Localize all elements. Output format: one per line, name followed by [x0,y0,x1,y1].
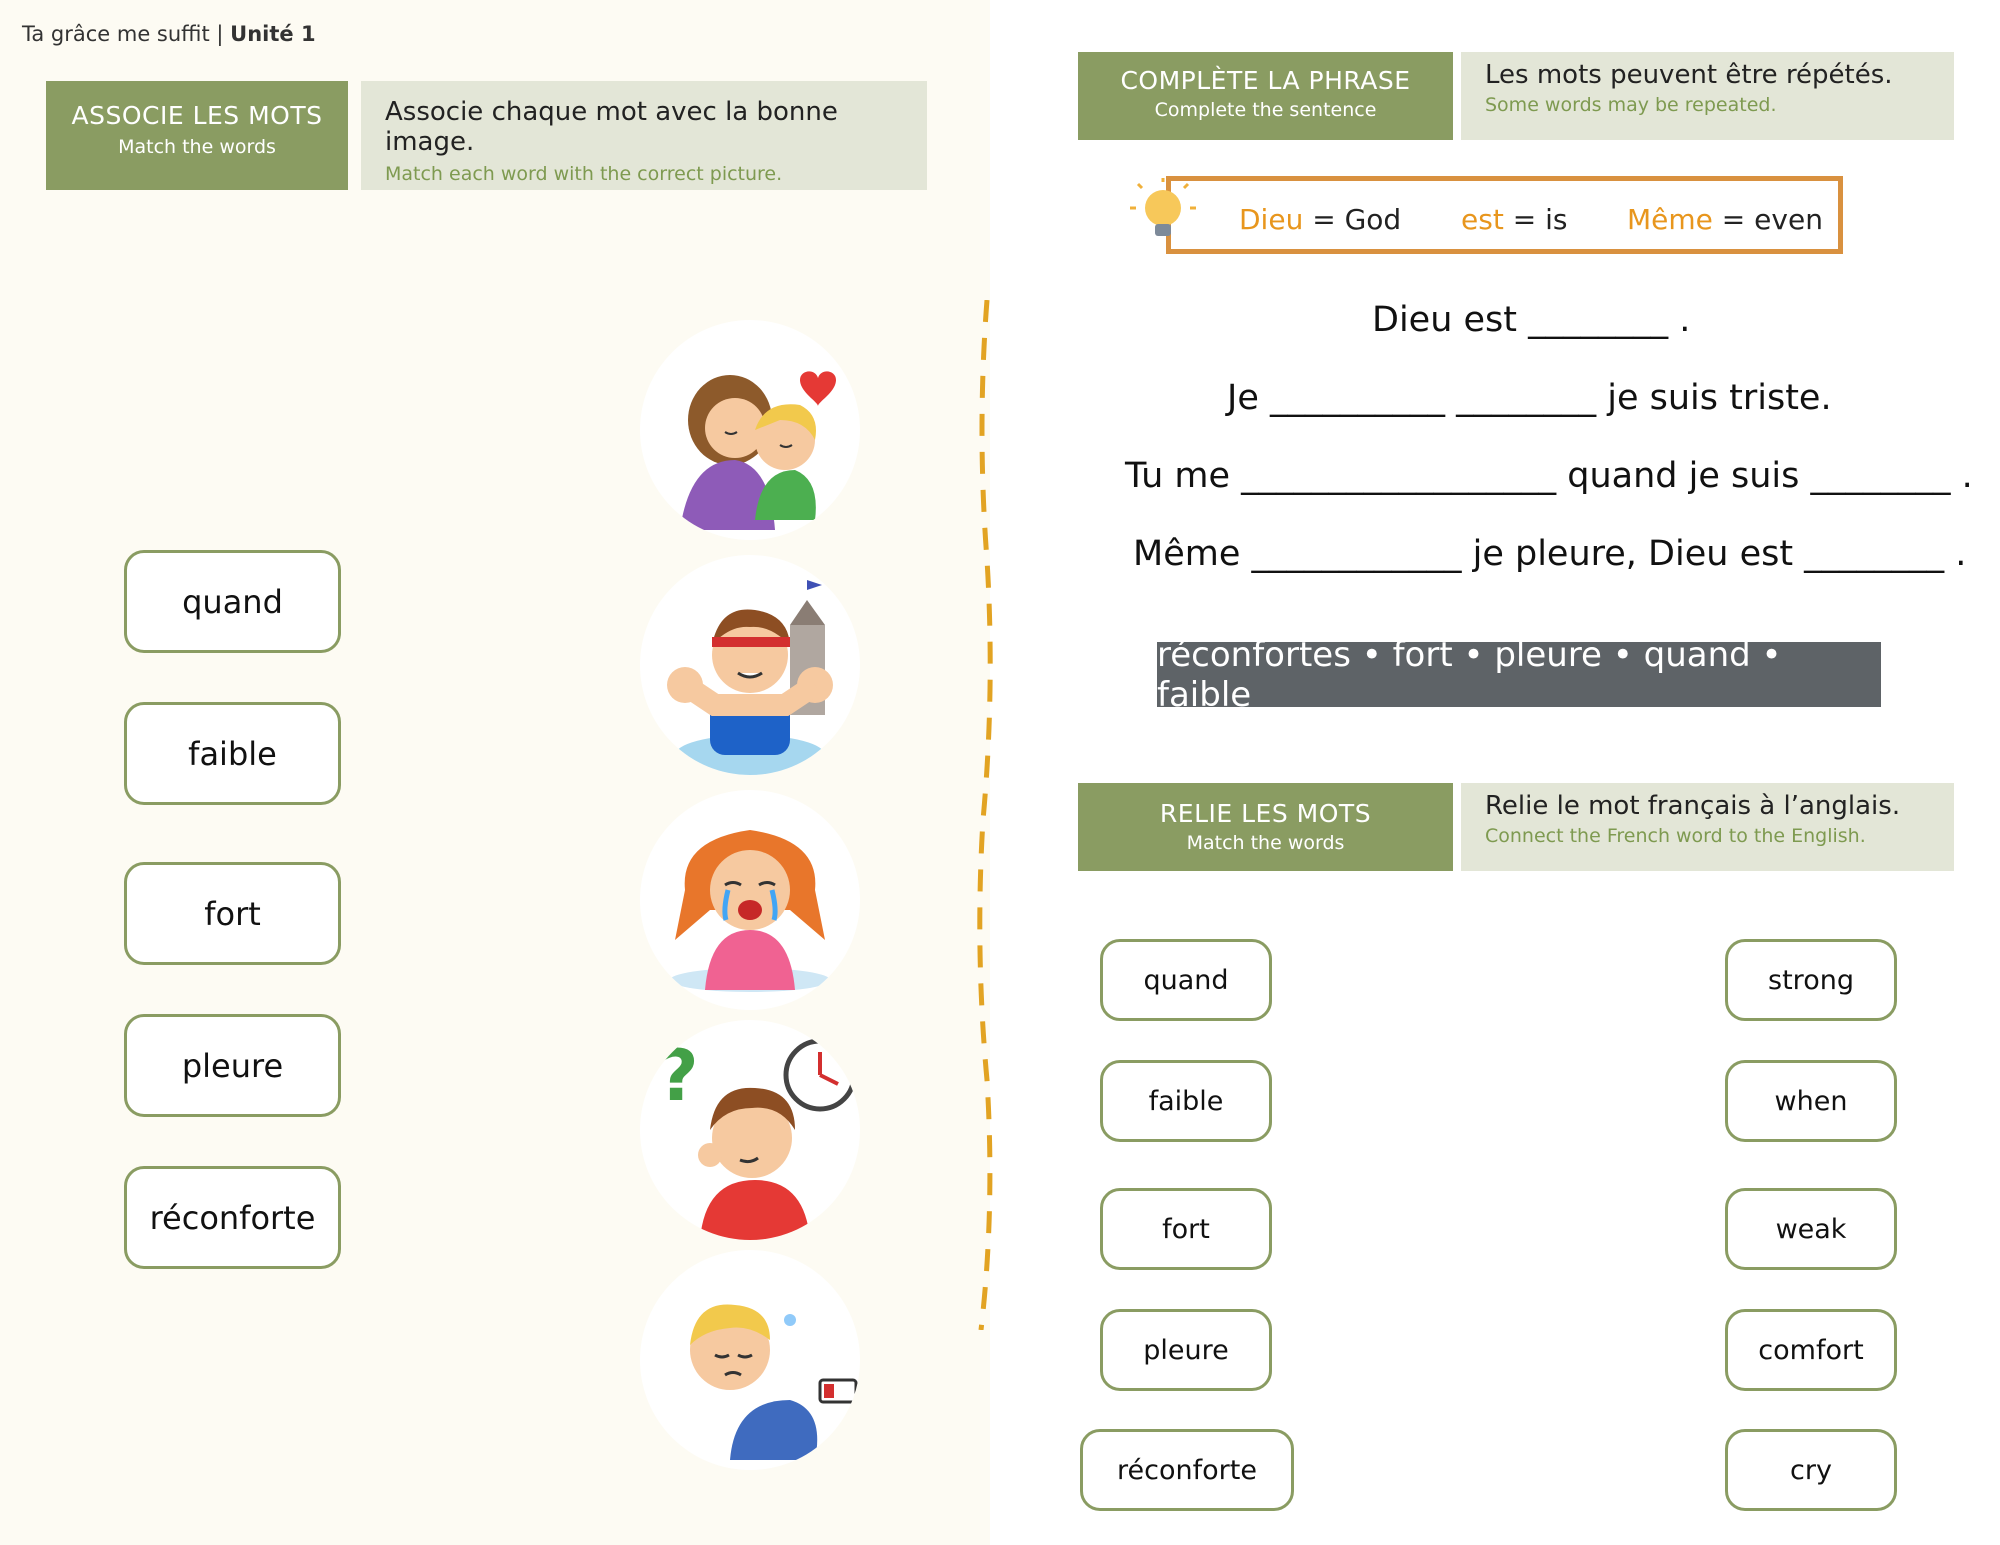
connect-subtitle: Match the words [1186,832,1345,854]
page-header [22,22,316,46]
sentence-3: Tu me __________________ quand je suis ________ . [1125,456,1973,496]
tip-en: is [1545,203,1568,236]
complete-title-box [1078,52,1453,140]
complete-instruction-box [1461,52,1954,140]
associate-subtitle: Match the words [118,136,276,158]
word-bank [1157,634,1881,715]
word-label: faible [1148,1085,1224,1117]
word-label: fort [204,894,261,933]
sentence-4: Même ____________ je pleure, Dieu est ________ . [1133,534,1967,574]
word-label: comfort [1758,1334,1864,1366]
tip-dieu [1239,203,1401,236]
associate-instruction-en: Match each word with the correct picture. [385,163,783,185]
associate-word-fort[interactable] [124,862,341,965]
vocab-tip-box [1166,176,1843,254]
associate-title: ASSOCIE LES MOTS [71,101,323,130]
associate-word-reconforte[interactable] [124,1166,341,1269]
word-label: réconforte [1117,1454,1257,1486]
associate-instruction: Associe chaque mot avec la bonne image. [385,97,838,157]
connect-instruction-box [1461,783,1954,871]
weak-tired-icon[interactable] [640,1250,860,1470]
connect-en-strong[interactable] [1725,939,1897,1021]
word-label: when [1774,1085,1848,1117]
connect-en-comfort[interactable] [1725,1309,1897,1391]
complete-subtitle: Complete the sentence [1154,99,1377,121]
connect-en-cry[interactable] [1725,1429,1897,1511]
svg-text:?: ? [658,1035,699,1117]
connect-title-box [1078,783,1453,871]
associate-word-faible[interactable] [124,702,341,805]
crying-girl-icon[interactable] [640,790,860,1010]
word-bank-text: réconfortes • fort • pleure • quand • faible [1157,634,1782,715]
tip-meme [1627,203,1823,236]
lightbulb-icon [1128,178,1198,248]
associate-word-quand[interactable] [124,550,341,653]
word-label: pleure [181,1046,284,1085]
tip-fr: Même [1627,203,1713,236]
word-label: fort [1162,1213,1210,1245]
complete-instruction: Les mots peuvent être répétés. [1485,60,1893,90]
word-label: strong [1768,964,1854,996]
word-label: pleure [1143,1334,1229,1366]
tip-eq: = [1312,203,1336,236]
book-title: Ta grâce me suffit [22,22,210,46]
word-label: cry [1790,1454,1832,1486]
tip-fr: Dieu [1239,203,1304,236]
tip-eq: = [1512,203,1537,236]
complete-instruction-en: Some words may be repeated. [1485,94,1777,116]
complete-title: COMPLÈTE LA PHRASE [1120,66,1411,95]
word-label: weak [1775,1213,1847,1245]
connect-en-weak[interactable] [1725,1188,1897,1270]
strong-boy-icon[interactable] [640,555,860,775]
unit-label: Unité 1 [230,22,316,46]
tip-en: even [1754,203,1823,236]
connect-fr-reconforte[interactable] [1080,1429,1294,1511]
associate-title-box [46,81,348,190]
tip-fr: est [1461,203,1504,236]
connect-fr-quand[interactable] [1100,939,1272,1021]
comfort-hug-icon[interactable] [640,320,860,540]
associate-word-pleure[interactable] [124,1014,341,1117]
word-label: quand [182,582,283,621]
associate-instruction-box [361,81,927,190]
connect-instruction-en: Connect the French word to the English. [1485,825,1866,847]
tip-en: God [1344,203,1402,236]
word-label: faible [188,734,277,773]
tip-est [1461,203,1567,236]
word-label: quand [1143,964,1229,996]
word-label: réconforte [149,1198,316,1237]
header-separator: | [216,22,224,46]
sentence-1: Dieu est ________ . [1372,300,1691,340]
connect-fr-faible[interactable] [1100,1060,1272,1142]
sentence-2: Je __________ ________ je suis triste. [1227,378,1832,418]
tip-eq: = [1721,203,1746,236]
connect-title: RELIE LES MOTS [1159,799,1372,828]
thinking-clock-icon[interactable] [640,1020,860,1240]
connect-en-when[interactable] [1725,1060,1897,1142]
connect-instruction: Relie le mot français à l’anglais. [1485,791,1901,821]
connect-fr-fort[interactable] [1100,1188,1272,1270]
connect-fr-pleure[interactable] [1100,1309,1272,1391]
page-divider [975,300,995,1330]
